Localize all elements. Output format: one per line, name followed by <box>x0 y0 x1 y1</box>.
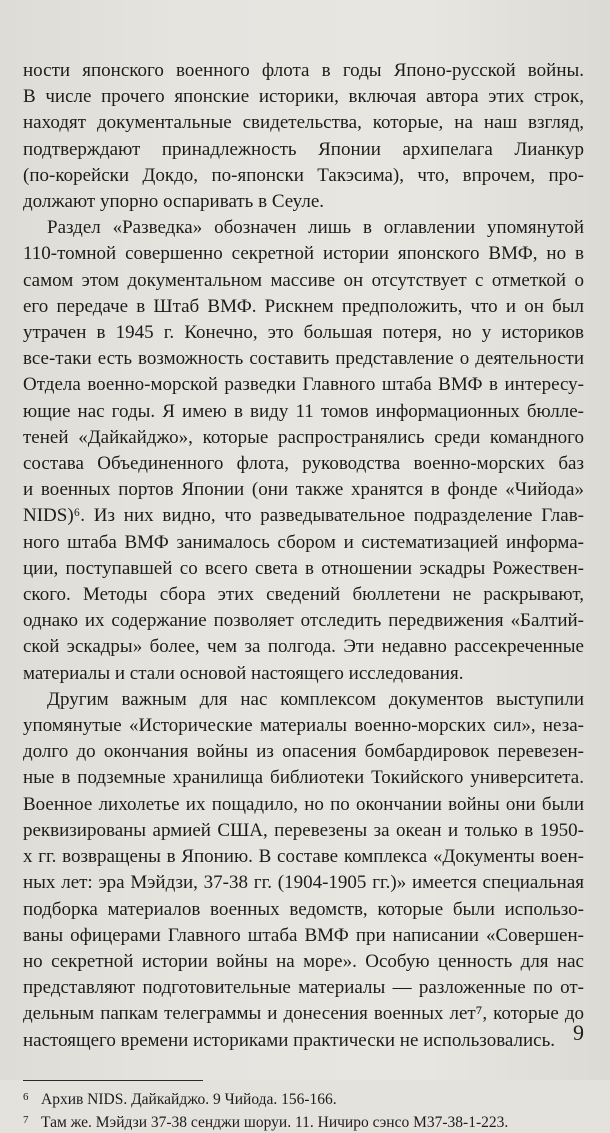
text-line: материалы и стали основой настоящего исследования. <box>23 662 464 684</box>
paragraph-3 <box>23 687 584 1054</box>
footnote-text: Там же. Мэйдзи 37-38 сенджи шоруи. 11. Ничиро сэнсо М37-38-1-223. <box>41 1113 509 1131</box>
text-line: ваны офицерами Главного штаба ВМФ при написании «Совершен- <box>23 924 584 946</box>
text-line: ности японского военного флота в годы Японо-русской войны. <box>23 60 584 81</box>
footnotes <box>23 1087 584 1133</box>
footnote-7 <box>23 1110 584 1133</box>
footnote-number: 7 <box>23 1113 29 1126</box>
text-line: теней «Дайкайджо», которые распространялись среди командного <box>23 426 584 448</box>
text-line: реквизированы армией США, перевезены за океан и только в 1950- <box>23 819 584 841</box>
text-line: все-таки есть возможность составить представление о деятельности <box>23 348 584 370</box>
text-line: В числе прочего японские историки, включая автора этих строк, <box>23 86 584 108</box>
page-number: 9 <box>573 1020 584 1045</box>
text-line: ской эскадры» более, чем за полгода. Эти недавно рассекреченные <box>23 636 584 658</box>
text-line: ные в подземные хранилища библиотеки Токийского университета. <box>23 767 584 789</box>
text-line: его передаче в Штаб ВМФ. Рискнем предположить, что и он был <box>23 295 584 317</box>
text-line: настоящего времени историками практически не использовались. <box>23 1029 556 1051</box>
footnote-6 <box>23 1087 584 1110</box>
text-line: находят документальные свидетельства, которые, на наш взгляд, <box>23 112 584 134</box>
text-line: Отдела военно-морской разведки Главного штаба ВМФ в интересу- <box>23 374 584 396</box>
text-line: ного штаба ВМФ занималось сбором и систематизацией информа- <box>23 531 584 553</box>
text-line: долго до окончания войны из опасения бомбардировок перевезен- <box>23 741 584 763</box>
text-line: но секретной истории войны на море». Особую ценность для нас <box>23 950 584 972</box>
text-line: состава Объединенного флота, руководства военно-морских баз <box>23 453 584 475</box>
text-line: Другим важным для нас комплексом документов выступили <box>47 688 584 710</box>
footnote-number: 6 <box>23 1090 29 1103</box>
paragraph-1 <box>23 58 584 215</box>
text-line: представляют подготовительные материалы — разложенные по от- <box>23 977 584 999</box>
text-line: самом этом документальном массиве он отсутствует с отметкой о <box>23 269 584 291</box>
text-line: Раздел «Разведка» обозначен лишь в оглавлении упомянутой <box>47 217 584 239</box>
text-line: упомянутые «Исторические материалы военно-морских сил», неза- <box>23 715 584 737</box>
text-line: NIDS)⁶. Из них видно, что разведывательное подразделение Глав- <box>23 505 584 527</box>
footnote-text: Архив NIDS. Дайкайджо. 9 Чийода. 156-166. <box>41 1090 337 1108</box>
text-line: ных лет: эра Мэйдзи, 37-38 гг. (1904-1905 гг.)» имеется специальная <box>23 872 584 894</box>
body-text <box>23 58 584 1054</box>
text-line: х гг. возвращены в Японию. В составе комплекса «Документы воен- <box>23 846 584 868</box>
text-line: ского. Методы сбора этих сведений бюллетени не раскрывают, <box>23 584 584 606</box>
text-line: должают упорно оспаривать в Сеуле. <box>23 191 325 213</box>
text-line: дельным папкам телеграммы и донесения военных лет⁷, которые до <box>23 1003 584 1025</box>
text-line: Военное лихолетье их пощадило, но по окончании войны они были <box>23 793 584 815</box>
text-line: подборка материалов военных ведомств, которые были использо- <box>23 898 584 920</box>
text-line: однако их содержание позволяет отследить передвижения «Балтий- <box>23 610 584 632</box>
text-line: подтверждают принадлежность Японии архипелага Лианкур <box>23 138 584 160</box>
text-line: утрачен в 1945 г. Конечно, это большая потеря, но у историков <box>23 322 584 344</box>
paragraph-2 <box>23 215 584 687</box>
text-line: ющие нас годы. Я имею в виду 11 томов информационных бюлле- <box>23 400 584 422</box>
text-line: 110-томной совершенно секретной истории японского ВМФ, но в <box>23 243 584 265</box>
text-line: ции, поступавшей со всего света в отношении эскадры Рожествен- <box>23 557 584 579</box>
text-line: и военных портов Японии (они также хранятся в фонде «Чийода» <box>23 479 584 501</box>
text-line: (по-корейски Докдо, по-японски Такэсима), что, впрочем, про- <box>23 164 584 186</box>
